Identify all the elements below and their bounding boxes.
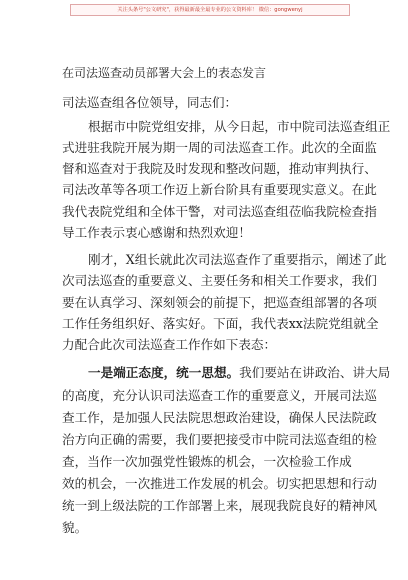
paragraph-3-line-7: 统一到上级法院的工作部署上来，展现我院良好的精神风 — [62, 498, 377, 513]
paragraph-3-line-4: 治方向正确的需要，我们要把接受市中院司法巡查组的检 — [62, 432, 377, 447]
paragraph-1-line-3: 督和巡查对于我院及时发现和整改问题，推动审判执行、 — [62, 161, 377, 176]
paragraph-3-line-2: 的高度，充分认识司法巡查工作的重要意义，开展司法巡 — [62, 388, 377, 403]
paragraph-3-line-8: 貌。 — [62, 520, 88, 535]
salutation: 司法巡查组各位领导，同志们： — [62, 95, 238, 110]
paragraph-2-line-4: 工作任务组织好、落实好。下面，我代表xx法院党组就全 — [62, 316, 379, 331]
paragraph-3-line-6: 效的机会，一次推进工作发展的机会。切实把思想和行动 — [62, 476, 377, 491]
paragraph-1-line-1: 根据市中院党组安排，从今日起，市中院司法巡查组正 — [88, 119, 391, 134]
paragraph-2-line-2: 次司法巡查的重要意义、主要任务和相关工作要求，我们 — [62, 273, 377, 288]
document-title: 在司法巡查动员部署大会上的表态发言 — [62, 66, 267, 80]
paragraph-1-line-4: 司法改革等各项工作迈上新台阶具有重要现实意义。在此 — [62, 182, 377, 197]
paragraph-3-line-5: 查，当作一次加强党性锻炼的机会，一次检验工作成 — [62, 454, 352, 469]
paragraph-2-line-3: 要在认真学习、深刻领会的前提下，把巡查组部署的各项 — [62, 295, 377, 310]
paragraph-2-line-5: 力配合此次司法巡查工作作如下表态： — [62, 337, 277, 352]
paragraph-1-line-2: 式进驻我院开展为期一周的司法巡查工作。此次的全面监 — [62, 140, 377, 155]
paragraph-3-line-1 — [88, 366, 390, 380]
watermark-banner: 关注头条号"公文研究"，获得最新最全最专业的公文资料库！ 微信：gongwenyj — [70, 4, 350, 16]
paragraph-3-line-1-rest: 我们要站在讲政治、讲大局 — [239, 365, 391, 380]
paragraph-1-line-5: 我代表院党组和全体干警，对司法巡查组莅临我院检查指 — [62, 204, 377, 219]
paragraph-3-line-3: 查工作，是加强人民法院思想政治建设，确保人民法院政 — [62, 410, 377, 425]
paragraph-2-line-1: 刚才，X组长就此次司法巡查作了重要指示，阐述了此 — [88, 252, 387, 267]
paragraph-1-line-6: 导工作表示衷心感谢和热烈欢迎！ — [62, 225, 251, 240]
paragraph-3-heading: 一是端正态度，统一思想。 — [88, 365, 240, 380]
